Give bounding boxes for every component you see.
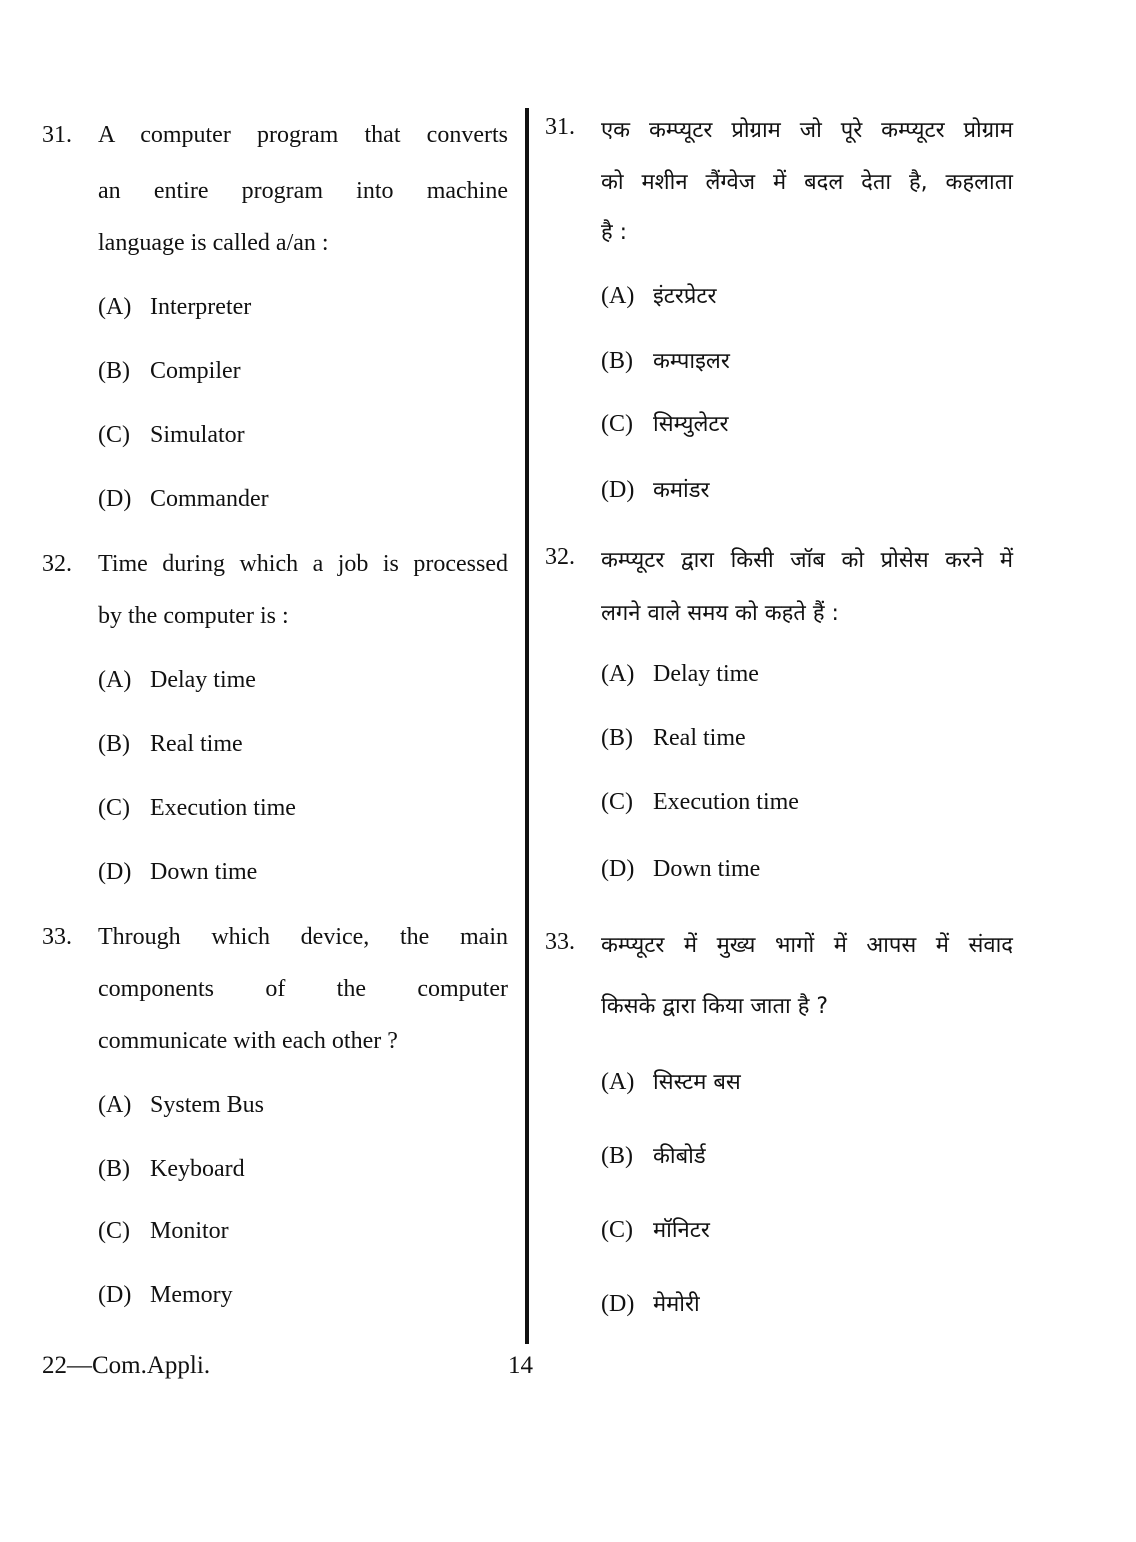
option-label: (A)	[601, 283, 635, 309]
option-text: इंटरप्रेटर	[653, 284, 717, 309]
option-d	[98, 1282, 233, 1309]
page-number: 14	[508, 1352, 533, 1379]
option-label: (D)	[601, 477, 635, 503]
option-text: Memory	[150, 1282, 233, 1308]
question-number: 33.	[545, 929, 575, 955]
question-text-line: Time during which a job is processed	[98, 551, 508, 577]
option-label: (D)	[98, 1282, 132, 1308]
option-b	[98, 358, 241, 385]
option-d	[601, 856, 760, 883]
question-number: 31.	[42, 122, 72, 148]
option-text: सिम्युलेटर	[653, 412, 729, 437]
paper-code: 22—Com.Appli.	[42, 1352, 211, 1379]
option-b	[98, 731, 243, 758]
option-text: कीबोर्ड	[653, 1144, 706, 1169]
question-text-line: है :	[601, 220, 628, 245]
option-label: (C)	[601, 1217, 633, 1243]
option-label: (C)	[98, 422, 130, 448]
option-text: कमांडर	[653, 478, 710, 503]
option-c	[98, 795, 296, 822]
option-text: Execution time	[150, 795, 296, 821]
option-text: Execution time	[653, 789, 799, 815]
option-label: (B)	[601, 1143, 633, 1169]
question-text-line: कम्प्यूटर में मुख्य भागों में आपस में संवाद	[601, 933, 1013, 958]
option-a	[601, 661, 759, 688]
option-d	[98, 859, 257, 886]
question-text-line: किसके द्वारा किया जाता है ?	[601, 994, 829, 1019]
option-text: System Bus	[150, 1092, 265, 1118]
question-number: 32.	[545, 544, 575, 570]
option-text: Real time	[653, 725, 746, 751]
option-a	[601, 1066, 741, 1096]
question-text-line: Through which device, the main	[98, 924, 508, 950]
option-d	[601, 1288, 700, 1318]
question-text-line: लगने वाले समय को कहते हैं :	[601, 601, 839, 626]
column-divider	[525, 108, 529, 1344]
option-label: (D)	[601, 1291, 635, 1317]
option-label: (A)	[601, 1069, 635, 1095]
option-a	[98, 1092, 264, 1119]
option-label: (C)	[601, 789, 633, 815]
question-text-line: an entire program into machine	[98, 178, 508, 204]
option-text: सिस्टम बस	[653, 1070, 741, 1095]
option-text: कम्पाइलर	[653, 349, 730, 374]
option-label: (B)	[98, 731, 130, 757]
option-label: (C)	[98, 1218, 130, 1244]
option-text: Down time	[653, 856, 761, 882]
option-label: (B)	[98, 1156, 130, 1182]
option-c	[98, 1218, 229, 1245]
option-text: Compiler	[150, 358, 241, 384]
option-b	[601, 1140, 706, 1170]
option-text: Real time	[150, 731, 243, 757]
question-text-line: by the computer is :	[98, 603, 289, 629]
option-label: (D)	[98, 486, 132, 512]
option-b	[601, 345, 730, 375]
option-c	[601, 1214, 710, 1244]
option-text: Keyboard	[150, 1156, 245, 1182]
question-text-line: एक कम्प्यूटर प्रोग्राम जो पूरे कम्प्यूटर प्रोग्राम	[601, 118, 1013, 143]
option-c	[601, 408, 728, 438]
option-d	[601, 474, 710, 504]
question-text-line: language is called a/an :	[98, 230, 329, 256]
option-text: मेमोरी	[653, 1292, 700, 1317]
option-a	[601, 280, 717, 310]
question-text-line: A computer program that converts	[98, 122, 508, 148]
option-label: (D)	[601, 856, 635, 882]
question-text-line: को मशीन लैंग्वेज में बदल देता है, कहलाता	[601, 170, 1013, 195]
option-text: Monitor	[150, 1218, 229, 1244]
option-label: (C)	[98, 795, 130, 821]
option-text: Delay time	[150, 667, 256, 693]
question-number: 33.	[42, 924, 72, 950]
option-label: (D)	[98, 859, 132, 885]
option-label: (B)	[601, 725, 633, 751]
option-label: (A)	[98, 294, 132, 320]
option-text: मॉनिटर	[653, 1218, 710, 1243]
option-d	[98, 486, 269, 513]
question-number: 32.	[42, 551, 72, 577]
question-text-line: कम्प्यूटर द्वारा किसी जॉब को प्रोसेस करने में	[601, 548, 1013, 573]
option-c	[98, 422, 245, 449]
option-text: Commander	[150, 486, 269, 512]
option-text: Down time	[150, 859, 258, 885]
option-a	[98, 667, 256, 694]
option-c	[601, 789, 799, 816]
option-text: Interpreter	[150, 294, 252, 320]
option-label: (A)	[98, 667, 132, 693]
option-a	[98, 294, 251, 321]
option-text: Delay time	[653, 661, 759, 687]
question-text-line: communicate with each other ?	[98, 1028, 398, 1054]
option-b	[98, 1156, 245, 1183]
option-label: (A)	[98, 1092, 132, 1118]
option-b	[601, 725, 746, 752]
option-text: Simulator	[150, 422, 245, 448]
option-label: (A)	[601, 661, 635, 687]
option-label: (C)	[601, 411, 633, 437]
question-text-line: components of the computer	[98, 976, 508, 1002]
option-label: (B)	[601, 348, 633, 374]
question-number: 31.	[545, 114, 575, 140]
option-label: (B)	[98, 358, 130, 384]
